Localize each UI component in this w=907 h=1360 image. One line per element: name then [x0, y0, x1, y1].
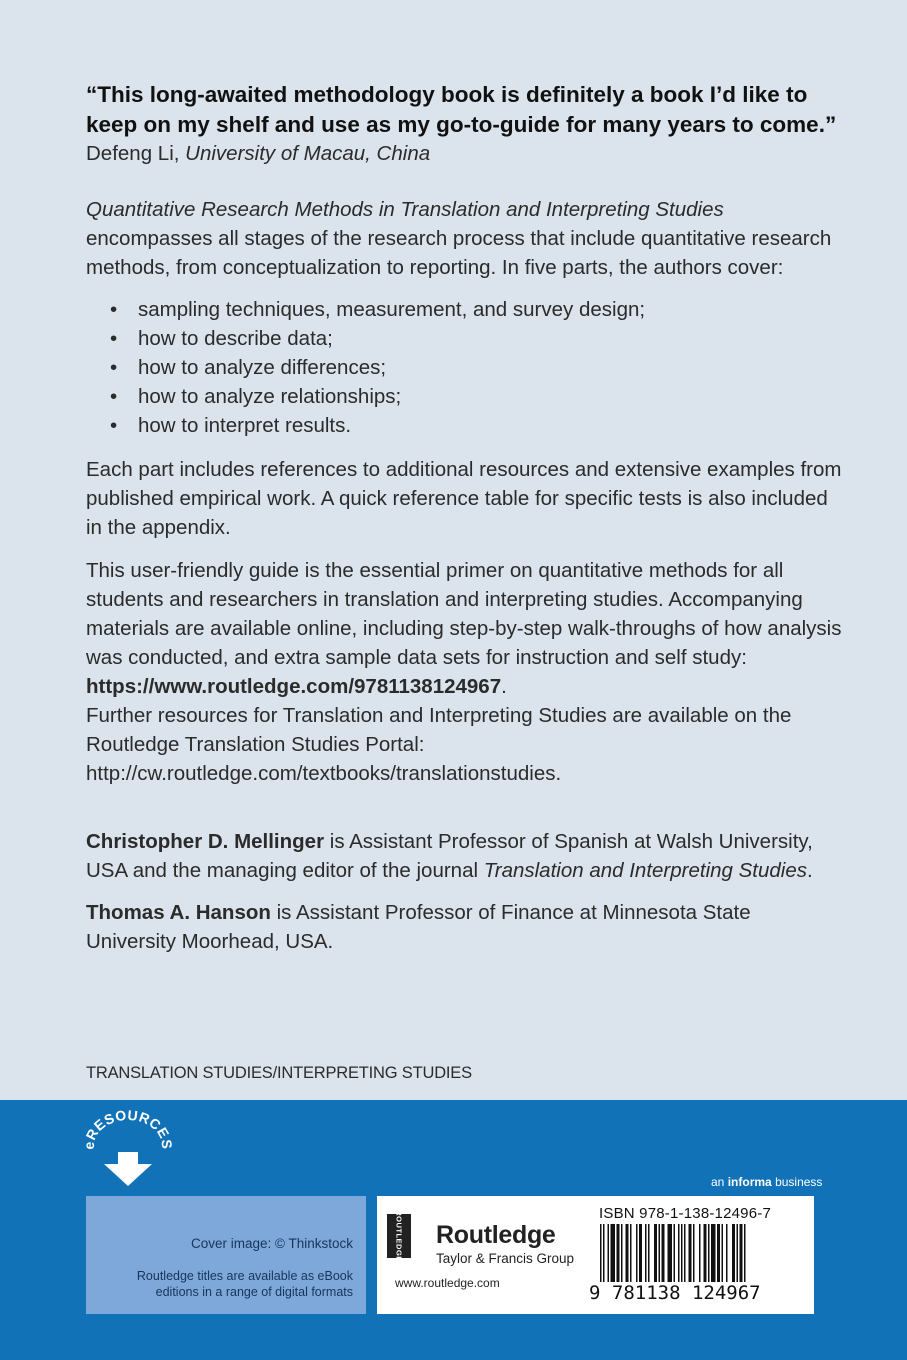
- list-item-text: how to analyze differences;: [138, 356, 387, 379]
- intro-text: encompasses all stages of the research process that include quantitative research methods, from conceptualization to reporting. In five parts, the authors cover:: [86, 227, 832, 279]
- endorsement-author: Defeng Li,: [86, 142, 180, 165]
- barcode-icon: [599, 1224, 806, 1282]
- bullet-icon: •: [110, 385, 118, 408]
- isbn-label: ISBN 978-1-138-12496-7: [599, 1205, 772, 1222]
- svg-text:eRESOURCES: [81, 1107, 175, 1150]
- barcode-bar: [711, 1224, 716, 1282]
- barcode-bar: [603, 1224, 605, 1282]
- subject-category: TRANSLATION STUDIES/INTERPRETING STUDIES: [86, 1064, 472, 1082]
- author-bio-hanson: [86, 898, 846, 956]
- topics-list: [86, 295, 846, 440]
- author-name: Thomas A. Hanson: [86, 901, 271, 924]
- informa-brand: informa: [727, 1175, 772, 1189]
- barcode-bar: [708, 1224, 710, 1282]
- endorsement-quote: “This long-awaited methodology book is definitely a book I’d like to keep on my shelf and use as my go-to-guide for many years to come.”: [86, 82, 837, 137]
- routledge-logo-icon: [387, 1210, 411, 1262]
- bullet-icon: •: [110, 327, 118, 350]
- list-item-text: how to interpret results.: [138, 414, 352, 437]
- list-item: [110, 295, 846, 324]
- endorsement-affiliation: University of Macau, China: [185, 142, 431, 165]
- eresources-download-icon: [80, 1106, 176, 1192]
- bullet-icon: •: [110, 356, 118, 379]
- description-intro: [86, 195, 846, 282]
- cover-info-box: [86, 1196, 366, 1314]
- bio-period: .: [807, 859, 813, 882]
- portal-text: Further resources for Translation and Interpreting Studies are available on the Routledge Translation Studies Portal: http://cw.routledge.com/textbooks/translationstudies.: [86, 704, 792, 785]
- barcode-bar: [689, 1224, 692, 1282]
- barcode-bar: [659, 1224, 661, 1282]
- bullet-icon: •: [110, 414, 118, 437]
- barcode-bar: [699, 1224, 701, 1282]
- barcode-bar: [668, 1224, 673, 1282]
- barcode-bar: [737, 1224, 739, 1282]
- list-item: [110, 353, 846, 382]
- author-bio-text: is Assistant Professor of Finance at Minnesota State University Moorhead, USA.: [86, 901, 751, 953]
- author-name: Christopher D. Mellinger: [86, 830, 325, 853]
- publisher-name: Routledge: [436, 1221, 556, 1249]
- barcode-bar: [740, 1224, 743, 1282]
- informa-prefix: an: [711, 1175, 725, 1189]
- list-item: [110, 382, 846, 411]
- barcode-bar: [704, 1224, 707, 1282]
- barcode-bar: [639, 1224, 642, 1282]
- barcode-bar: [674, 1224, 676, 1282]
- barcode-bar: [630, 1224, 632, 1282]
- guide-period: .: [501, 675, 507, 698]
- list-item-text: how to analyze relationships;: [138, 385, 402, 408]
- barcode-bar: [732, 1224, 735, 1282]
- back-cover-text: [86, 80, 846, 956]
- barcode-bar: [608, 1224, 610, 1282]
- barcode-bar: [617, 1224, 620, 1282]
- barcode-bar: [722, 1224, 724, 1282]
- barcode-bar: [662, 1224, 665, 1282]
- informa-suffix: business: [775, 1175, 823, 1189]
- barcode-bar: [744, 1224, 746, 1282]
- barcode-bar: [717, 1224, 720, 1282]
- barcode-bar: [648, 1224, 650, 1282]
- list-item-text: how to describe data;: [138, 327, 333, 350]
- guide-text: This user-friendly guide is the essential primer on quantitative methods for all students and researchers in translation and interpreting studies. Accompanying materials are available online, including step-by-step walk-throughs of how analysis was conducted, and extra sample data sets for instruction and self study:: [86, 559, 842, 669]
- list-item: [110, 324, 846, 353]
- ebook-note: Routledge titles are available as eBook editions in a range of digital formats: [136, 1269, 353, 1299]
- endorsement-attribution: [86, 140, 846, 168]
- barcode-bar: [611, 1224, 616, 1282]
- logo-text: ROUTLEDGE: [394, 1210, 404, 1262]
- ean-number: 9 781138 124967: [589, 1282, 761, 1304]
- barcode-bar: [726, 1224, 728, 1282]
- author-bio-mellinger: [86, 827, 846, 885]
- publisher-group: Taylor & Francis Group: [436, 1251, 575, 1266]
- each-part-paragraph: Each part includes references to additional resources and extensive examples from published empirical work. A quick reference table for specific tests is also included in the appendix.: [86, 458, 842, 539]
- cover-credit: Cover image: © Thinkstock: [190, 1236, 353, 1251]
- journal-title: Translation and Interpreting Studies: [483, 859, 808, 882]
- barcode-bar: [654, 1224, 657, 1282]
- barcode-bar: [621, 1224, 623, 1282]
- barcode-bar: [636, 1224, 638, 1282]
- publisher-website[interactable]: www.routledge.com: [395, 1276, 500, 1290]
- list-item-text: sampling techniques, measurement, and survey design;: [138, 298, 646, 321]
- guide-paragraph: [86, 556, 846, 788]
- publisher-box: [377, 1196, 814, 1314]
- barcode-bar: [684, 1224, 686, 1282]
- eresources-label: eRESOURCES: [80, 1106, 176, 1150]
- author-bio-text: is Assistant Professor of Spanish at Walsh University, USA and the managing editor of the journal: [86, 830, 813, 882]
- barcode-bar: [681, 1224, 683, 1282]
- list-item: [110, 411, 846, 440]
- barcode-bar: [645, 1224, 647, 1282]
- bullet-icon: •: [110, 298, 118, 321]
- barcode-bar: [678, 1224, 680, 1282]
- barcode-bar: [600, 1224, 602, 1282]
- barcode-bar: [626, 1224, 629, 1282]
- book-title: Quantitative Research Methods in Translation and Interpreting Studies: [86, 198, 724, 221]
- companion-website-link[interactable]: https://www.routledge.com/9781138124967: [86, 675, 502, 698]
- informa-tagline: [711, 1175, 822, 1189]
- barcode-bar: [693, 1224, 695, 1282]
